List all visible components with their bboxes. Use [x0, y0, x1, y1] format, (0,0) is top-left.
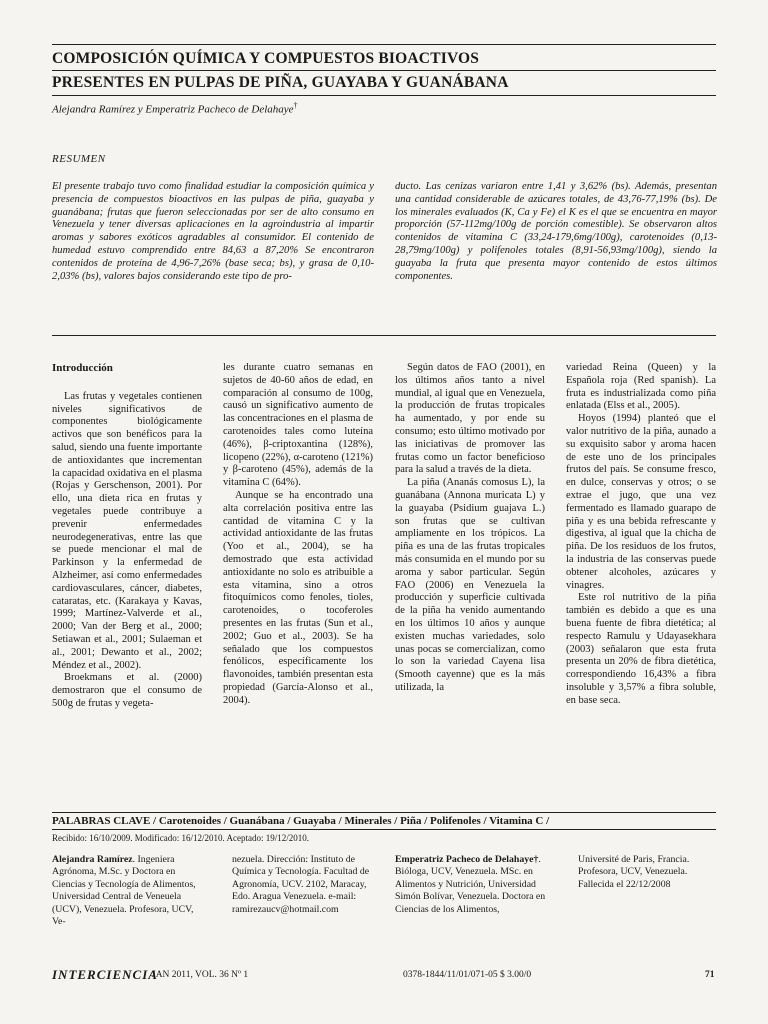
- body-column-2: [223, 362, 373, 708]
- bio-author-2-cont: [578, 854, 718, 891]
- paragraph: Aunque se ha encontrado una alta correlación positiva entre las cantidad de vitamina C y la actividad antioxidante de las frutas (Yoo et al., 2004), se ha demostrado que esta actividad antioxidante no solo es atribuible a esta vitamina, sino a otros fitoquímicos como fenoles, tioles, carotenoides, o tocoferoles presentes en las frutas (Sun et al., 2002; Guo et al., 2003). Se ha señalado que los compuestos fenólicos, específicamente los flavonoides, también presentan esta propiedad (García-Alonso et al., 2004).: [223, 489, 373, 706]
- keywords: PALABRAS CLAVE / Carotenoides / Guanábana / Guayaba / Minerales / Piña / Polifenoles / Vitamina C /: [52, 815, 550, 827]
- paragraph: Broekmans et al. (2000) demostraron que el consumo de 500g de frutas y vegeta-: [52, 672, 202, 709]
- top-rule: [52, 44, 716, 45]
- paragraph: variedad Reina (Queen) y la Española roja (Red spanish). La fruta es industrializada como piña enlatada (Elss et al., 2005).: [566, 362, 716, 412]
- body-column-3: [395, 362, 545, 695]
- bio-author-1: [52, 854, 207, 928]
- author-names: Alejandra Ramírez y Emperatriz Pacheco de Delahaye: [52, 103, 294, 116]
- author-mark: †: [293, 101, 298, 110]
- bio-name: Alejandra Ramírez: [52, 854, 133, 865]
- title-line-2: PRESENTES EN PULPAS DE PIÑA, GUAYABA Y GUANÁBANA: [52, 74, 509, 91]
- bio-author-2: [395, 854, 550, 916]
- bio-text: nezuela. Dirección: Instituto de Química y Tecnología. Facultad de Agronomía, UCV. 2102, Maracay, Edo. Aragua Venezuela. e-mail: ramirezaucv@hotmail.com: [232, 854, 370, 915]
- body-column-4: [566, 362, 716, 708]
- abstract-right: ducto. Las cenizas variaron entre 1,41 y 3,62% (bs). Además, presentan una cantidad considerable de azúcares totales, de 43,76-77,19% (bs). De los minerales evaluados (K, Ca y Fe) el K es el que se encuentra en mayor proporción (57-112mg/100g de porción comestible). Se observaron altos contenidos de vitamina C (33,24-179,6mg/100g), carotenoides (0,13-28,79mg/100g) y polifenoles totales (8,91-56,93mg/100g), siendo la guayaba la fruta que presenta mayor contenido de estos últimos componentes.: [395, 181, 717, 282]
- body-column-1: [52, 362, 202, 711]
- bio-text: . Bióloga, UCV, Venezuela. MSc. en Alimentos y Nutrición, Universidad Simón Bolívar, Venezuela. Doctora en Ciencias de los Alimentos,: [395, 854, 546, 915]
- intro-heading: Introducción: [52, 362, 113, 374]
- paragraph: La piña (Ananás comosus L), la guanábana (Annona muricata L) y la guayaba (Psidium guajava L.) son frutas que se cultivan ampliamente en los trópicos. La piña es una de las frutas tropicales más consumida en el mundo por su aroma y sabor particular. Según FAO (2006) en Venezuela la producción y superficie cultivada de la piña ha venido aumentando en los últimos 10 años y aunque existen muchas variedades, solo unas pocas se comercializan, como lo son la variedad Cayena lisa (Smooth cayenne) que es la más utilizada, la: [395, 477, 545, 693]
- page-number: 71: [705, 970, 715, 980]
- received-dates: Recibido: 16/10/2009. Modificado: 16/12/2010. Aceptado: 19/12/2010.: [52, 833, 309, 843]
- paragraph: Según datos de FAO (2001), en los últimos años tanto a nivel mundial, al igual que en Venezuela, la producción de frutas tropicales ha aumentado, y por ende su consumo; esto último motivado por las iniciativas de promover las frutas como un factor beneficioso para la salud a través de la dieta.: [395, 362, 545, 476]
- bio-name: Emperatriz Pacheco de Delahaye†: [395, 854, 539, 865]
- journal-code: 0378-1844/11/01/071-05 $ 3.00/0: [403, 970, 532, 980]
- paragraph: Las frutas y vegetales contienen niveles significativos de componentes biológicamente activos que son benéficos para la salud, siendo una fuente importante de antioxidantes que incrementan la capacidad oxidativa en el plasma (Rojas y Gerschenson, 2001). Por ello, una dieta rica en frutas y vegetales puede contribuye a prevenir enfermedades neurodegenerativas, entre las que se puede mencionar el mal de Parkinson y la enfermedad de Alzheimer, así como enfermedades cardiovasculares, cáncer, diabetes, cataratas, etc. (Karakaya y Kavas, 1999; Martínez-Valverde et al., 2000; Van der Berg et al., 2000; Setiawan et al., 2001; Sulaeman et al., 2001; Dewanto et al., 2002; Méndez et al., 2002).: [52, 390, 202, 671]
- journal-issue: JAN 2011, VOL. 36 Nº 1: [152, 970, 249, 980]
- journal-logo: INTERCIENCIA: [52, 967, 158, 982]
- keywords-rule: [52, 812, 716, 813]
- title-line-1: COMPOSICIÓN QUÍMICA Y COMPUESTOS BIOACTIVOS: [52, 50, 480, 67]
- paragraph: Este rol nutritivo de la piña también es debido a que es una buena fuente de fibra dietética; al respecto Ramulu y Udayasekhara (2003) señalaron que esta fruta presenta un 20% de fibra dietética, correspondiendo 16,43% a fibra insoluble y 3,57% a fibra soluble, en base seca.: [566, 592, 716, 706]
- bio-text: Université de Paris, Francia. Profesora, UCV, Venezuela. Fallecida el 22/12/2008: [578, 854, 690, 890]
- paragraph: les durante cuatro semanas en sujetos de 40-60 años de edad, en comparación al consumo de 100g, causó un significativo aumento de las concentraciones en el plasma de carotenoides tales como luteína (46%), β-criptoxantina (128%), licopeno (22%), α-caroteno (121%) y β-caroteno (45%), además de la vitamina C (64%).: [223, 362, 373, 489]
- bio-text: . Ingeniera Agrónoma, M.Sc. y Doctora en Ciencias y Tecnología de Alimentos, Universidad Central de Veneuela (UCV), Venezuela. Profesora, UCV, Ve-: [52, 854, 196, 928]
- title-rule: [52, 70, 716, 71]
- bio-author-1-cont: [232, 854, 380, 916]
- title-bottom-rule: [52, 95, 716, 96]
- authors: [52, 101, 298, 116]
- abstract-rule: [52, 335, 716, 336]
- abstract-left: El presente trabajo tuvo como finalidad estudiar la composición química y presencia de compuestos bioactivos en las pulpas de piña, guayaba y guanábana; frutas que fueron seleccionadas por ser de alto consumo en Venezuela y tener diversas aplicaciones en la agroindustria al impartir aromas y sabores exóticos agradables al consumidor. El contenido de humedad estuvo comprendido entre 84,63 a 87,20% Se encontraron contenidos de proteína de 4,96-7,26% (base seca; bs), y grasa de 0,10-2,03% (bs), valores bajos considerando este tipo de pro-: [52, 181, 374, 282]
- paragraph: Hoyos (1994) planteó que el valor nutritivo de la piña, aunado a su exquisito sabor y aroma hacen de este uno de los principales frutos del país. Se consume fresco, en dulce, conservas y otros; o se extrae el jugo, que una vez fermentado es llamado guarapo de piña y es una bebida refrescante y digestiva, al igual que la chicha de piña. De los residuos de los frutos, la industria de las conservas puede obtener alcoholes, azúcares y vinagres.: [566, 413, 716, 591]
- keywords-bottom-rule: [52, 829, 716, 830]
- abstract-heading: RESUMEN: [52, 153, 106, 165]
